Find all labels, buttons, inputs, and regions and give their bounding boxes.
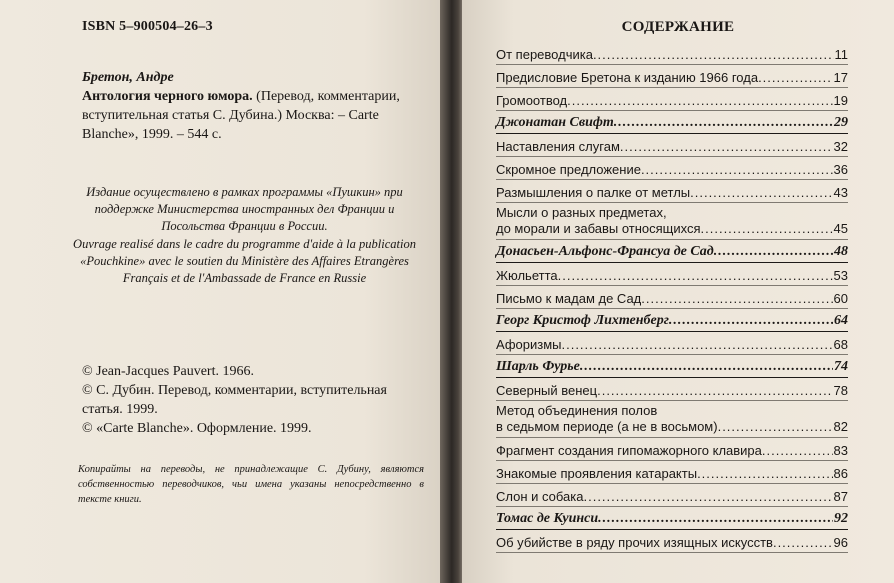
toc-page-number: 68: [833, 337, 848, 352]
toc-entry-title: Фрагмент создания гипомажорного клавира: [496, 443, 762, 458]
toc-entry: [496, 438, 848, 461]
toc-entry-title: От переводчика: [496, 47, 593, 62]
toc-leader-dots: [567, 93, 832, 110]
bibliographic-record: [82, 68, 422, 144]
toc-entry: [496, 461, 848, 484]
toc-author-heading: [496, 507, 848, 530]
toc-entry: [496, 286, 848, 309]
toc-entry: [496, 484, 848, 507]
toc-page-number: 92: [834, 511, 848, 526]
toc-entry-title: Джонатан Свифт: [496, 115, 614, 130]
toc-leader-dots: [614, 115, 833, 133]
toc-leader-dots: [762, 443, 833, 460]
toc-entry-title: Об убийстве в ряду прочих изящных искусств: [496, 535, 773, 550]
program-note-russian: Издание осуществлено в рамках программы «Пушкин» при поддержке Министерства иностранных дел Франции и Посольства Франции в России.: [86, 185, 403, 233]
toc-page-number: 87: [833, 489, 848, 504]
toc-page-number: 60: [833, 291, 848, 306]
toc-page-number: 32: [833, 139, 848, 154]
toc-leader-dots: [598, 511, 833, 529]
toc-leader-dots: [697, 466, 832, 483]
toc-page-number: 48: [834, 244, 848, 259]
toc-leader-dots: [758, 70, 832, 87]
toc-page-number: 19: [833, 93, 848, 108]
toc-leader-dots: [583, 489, 832, 506]
record-details: (Перевод, комментарии, вступительная статья С. Дубина.) Москва: – Carte Blanche», 1999. – 544 с.: [82, 89, 400, 142]
copyright-line: © С. Дубин. Перевод, комментарии, вступительная статья. 1999.: [82, 383, 387, 417]
toc-entry-title: Размышления о палке от метлы: [496, 185, 691, 200]
toc-entry: [496, 263, 848, 286]
toc-entry-title: Наставления слугам: [496, 139, 620, 154]
toc-author-heading: [496, 355, 848, 378]
toc-entry: [496, 180, 848, 203]
toc-page-number: 45: [833, 221, 848, 236]
program-note-french: Ouvrage realisé dans le cadre du programme d'aide à la publication «Pouchkine» avec le soutien du Ministère des Affaires Etrangères Français et de l'Ambassade de France en Russie: [73, 237, 416, 285]
toc-page-number: 83: [833, 443, 848, 458]
record-author: Бретон, Андре: [82, 70, 174, 85]
left-page: [0, 0, 444, 583]
toc-author-heading: [496, 240, 848, 263]
toc-entry: [496, 332, 848, 355]
toc-entry-title-cont: до морали и забавы относящихся: [496, 221, 701, 236]
toc-entry-title: Северный венец: [496, 383, 598, 398]
toc-page-number: 36: [833, 162, 848, 177]
toc-entry-title-cont: в седьмом периоде (а не в восьмом): [496, 419, 718, 434]
toc-entry-title: Письмо к мадам де Сад: [496, 291, 642, 306]
record-title: Антология черного юмора.: [82, 89, 253, 104]
toc-entry-title: Томас де Куинси: [496, 511, 599, 526]
toc-entry-title: Донасьен-Альфонс-Франсуа де Сад: [496, 244, 714, 259]
toc-entry-title: Георг Кристоф Лихтенберг: [496, 313, 669, 328]
toc-entry: [496, 88, 848, 111]
toc-leader-dots: [701, 221, 833, 238]
toc-page-number: 53: [833, 268, 848, 283]
toc-entry: [496, 157, 848, 180]
toc-page-number: 74: [834, 359, 848, 374]
table-of-contents: [496, 42, 848, 553]
toc-leader-dots: [597, 383, 832, 400]
toc-entry: [496, 65, 848, 88]
toc-leader-dots: [773, 535, 833, 552]
toc-page-number: 43: [833, 185, 848, 200]
toc-entry: [496, 401, 848, 438]
translation-rights-note: Копирайты на переводы, не принадлежащие С. Дубину, являются собственностью переводчиков, чьи имена указаны непосредственно в тексте книги.: [78, 464, 424, 505]
toc-title: СОДЕРЖАНИЕ: [621, 19, 735, 35]
toc-leader-dots: [641, 291, 832, 308]
toc-entry: [496, 42, 848, 65]
toc-page-number: 29: [834, 115, 848, 130]
toc-leader-dots: [690, 185, 832, 202]
toc-page-number: 86: [833, 466, 848, 481]
toc-entry: [496, 530, 848, 553]
toc-leader-dots: [558, 268, 833, 285]
toc-page-number: 11: [834, 47, 848, 62]
toc-entry-title: Знакомые проявления катаракты: [496, 466, 698, 481]
toc-entry: [496, 378, 848, 401]
toc-leader-dots: [580, 359, 833, 377]
toc-entry-title: Шарль Фурье: [496, 359, 580, 374]
toc-entry-title: Метод объединения полов: [496, 403, 658, 418]
toc-entry-title: Мысли о разных предметах,: [496, 205, 667, 220]
toc-entry-title: Жюльетта: [496, 268, 558, 283]
toc-page-number: 64: [834, 313, 848, 328]
copyright-line: © Jean-Jacques Pauvert. 1966.: [82, 364, 254, 379]
toc-entry: [496, 203, 848, 240]
toc-entry-title: Предисловие Бретона к изданию 1966 года: [496, 70, 759, 85]
toc-entry-title: Скромное предложение: [496, 162, 641, 177]
toc-entry-title: Афоризмы: [496, 337, 562, 352]
toc-leader-dots: [669, 313, 833, 331]
toc-page-number: 17: [833, 70, 848, 85]
toc-leader-dots: [718, 419, 833, 436]
toc-leader-dots: [620, 139, 833, 156]
copyright-line: © «Carte Blanche». Оформление. 1999.: [82, 421, 312, 436]
toc-leader-dots: [641, 162, 833, 179]
toc-leader-dots: [714, 244, 833, 262]
isbn: ISBN 5–900504–26–3: [82, 19, 213, 34]
toc-author-heading: [496, 309, 848, 332]
toc-page-number: 96: [833, 535, 848, 550]
toc-author-heading: [496, 111, 848, 134]
toc-entry-title: Слон и собака: [496, 489, 584, 504]
copyright-block: [62, 362, 424, 438]
toc-entry-title: Громоотвод: [496, 93, 568, 108]
toc-page-number: 78: [833, 383, 848, 398]
toc-entry: [496, 134, 848, 157]
toc-leader-dots: [561, 337, 832, 354]
toc-leader-dots: [593, 47, 834, 64]
toc-page-number: 82: [833, 419, 848, 434]
